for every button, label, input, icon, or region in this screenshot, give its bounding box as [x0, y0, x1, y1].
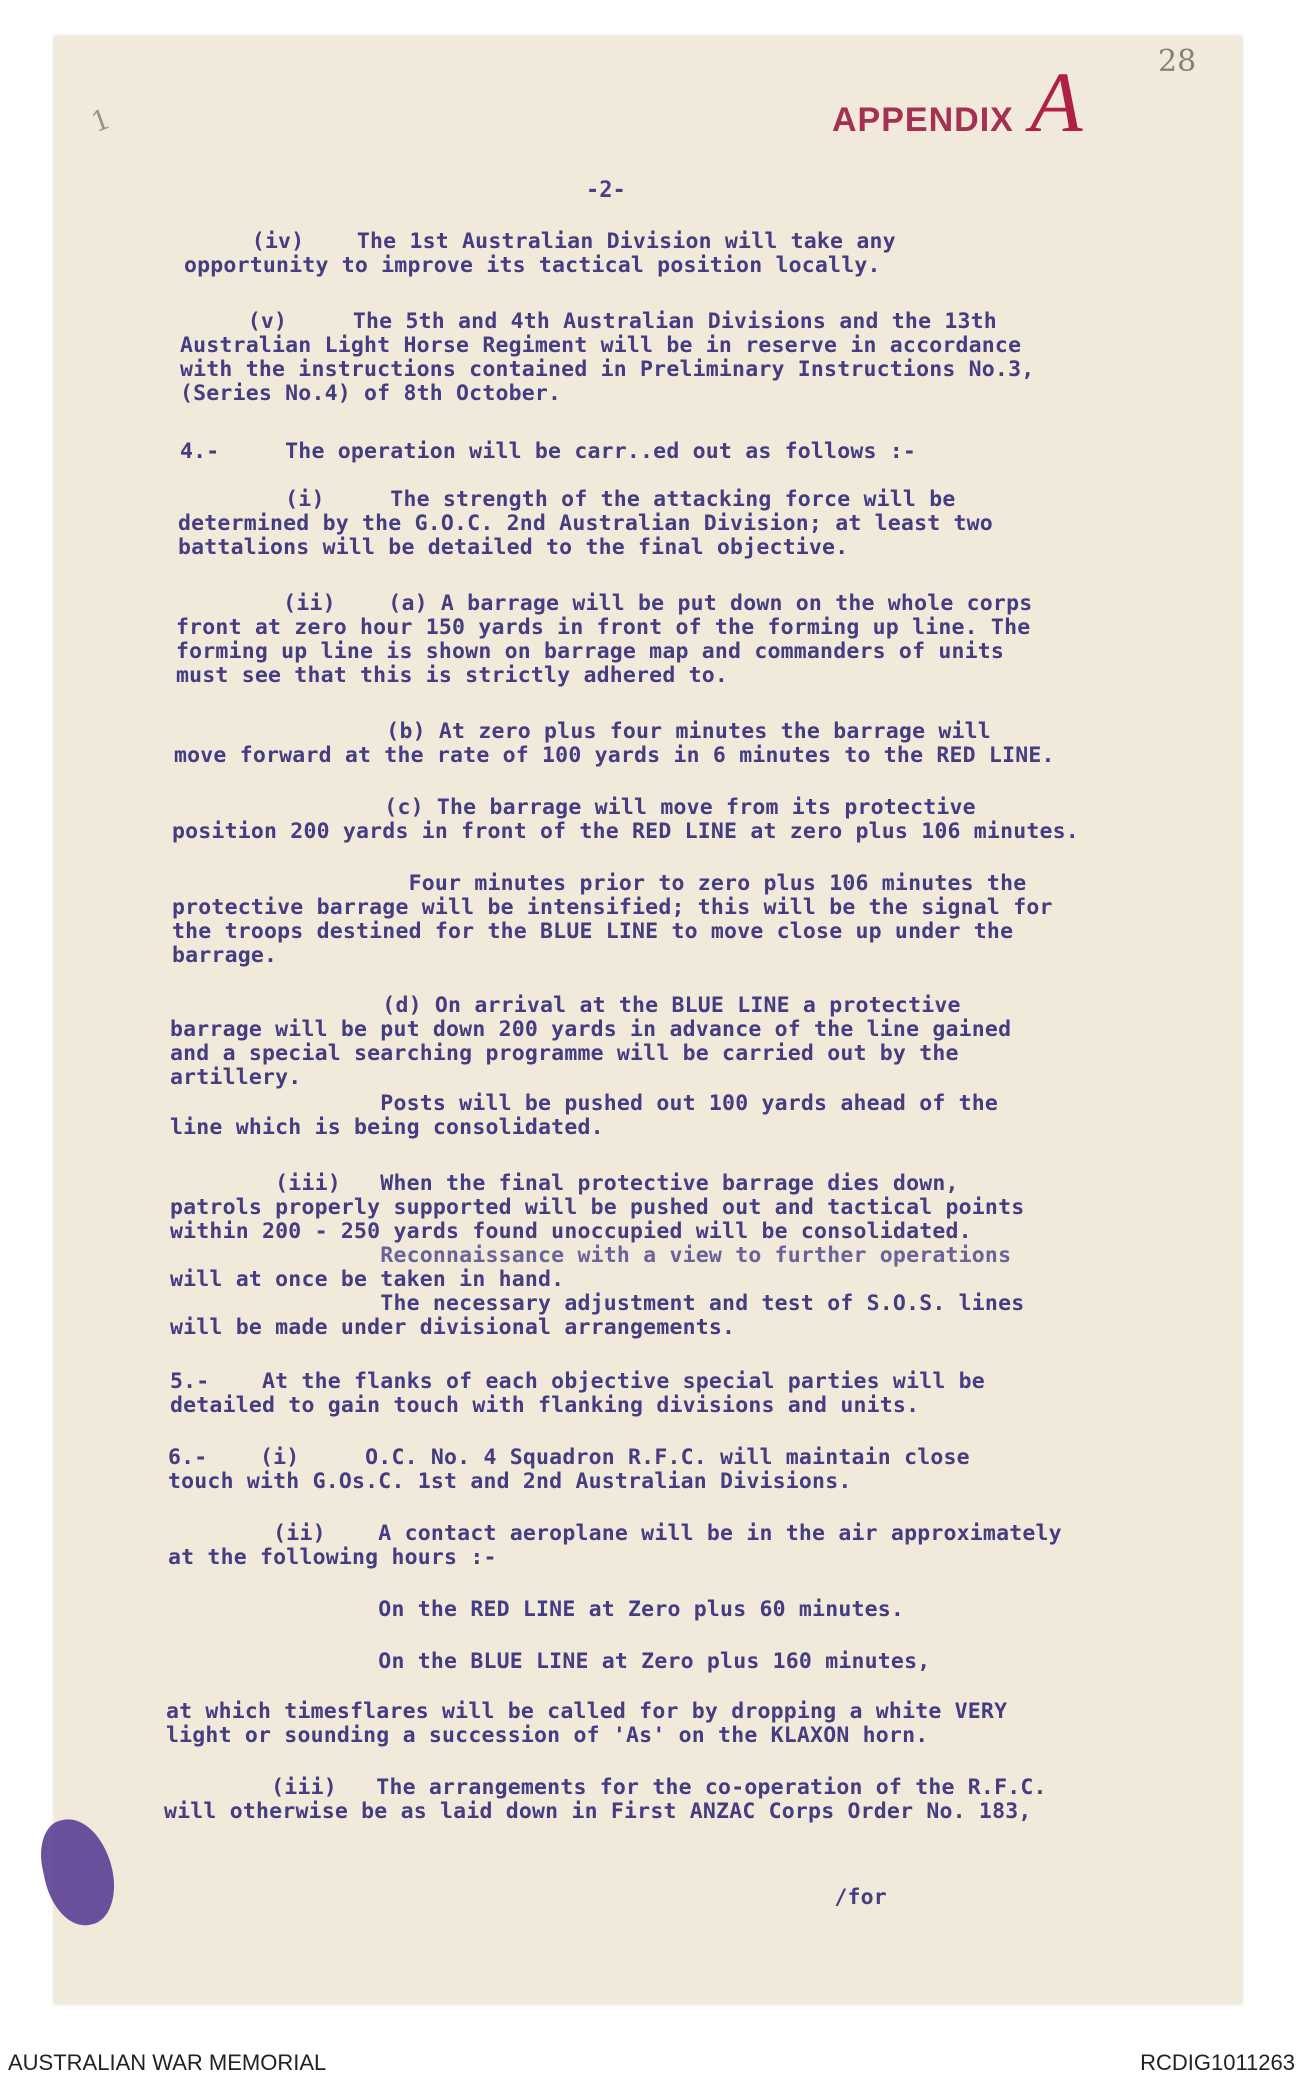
page-number: -2- — [586, 178, 626, 203]
text-line: The necessary adjustment and test of S.O.S. lines — [170, 1291, 1025, 1316]
text-line: (c) The barrage will move from its protective — [174, 795, 976, 820]
text-line: (ii) A contact aeroplane will be in the air approximately — [168, 1521, 1062, 1546]
text-line: (v) The 5th and 4th Australian Divisions and the 13th — [182, 309, 997, 334]
text-line: within 200 - 250 yards found unoccupied will be consolidated. — [170, 1219, 972, 1244]
text-line: On the BLUE LINE at Zero plus 160 minutes, — [168, 1649, 931, 1674]
text-line: the troops destined for the BLUE LINE to move close up under the — [172, 919, 1014, 944]
text-line: will at once be taken in hand. — [170, 1267, 565, 1292]
text-line: artillery. — [170, 1065, 302, 1090]
text-line: battalions will be detailed to the final objective. — [178, 535, 849, 560]
text-line: detailed to gain touch with flanking divisions and units. — [170, 1393, 920, 1418]
text-line: Reconnaissance with a view to further operations — [170, 1243, 1012, 1268]
text-line: light or sounding a succession of 'As' on the KLAXON horn. — [166, 1723, 929, 1748]
text-line: Australian Light Horse Regiment will be in reserve in accordance — [180, 333, 1022, 358]
text-line: 4.- The operation will be carr..ed out as follows :- — [180, 439, 917, 464]
text-line: barrage. — [172, 943, 278, 968]
text-line: (Series No.4) of 8th October. — [180, 381, 562, 406]
appendix-letter: A — [1030, 54, 1083, 150]
text-line: /for — [164, 1885, 887, 1910]
footer-credit: AUSTRALIAN WAR MEMORIAL — [8, 2050, 327, 2075]
text-line: (b) At zero plus four minutes the barrage will — [176, 719, 991, 744]
text-line: at which timesflares will be called for by dropping a white VERY — [166, 1699, 1008, 1724]
text-line: move forward at the rate of 100 yards in 6 minutes to the RED LINE. — [174, 743, 1055, 768]
text-line: Posts will be pushed out 100 yards ahead of the — [170, 1091, 999, 1116]
text-line: with the instructions contained in Preliminary Instructions No.3, — [180, 357, 1035, 382]
text-line: (i) The strength of the attacking force will be — [180, 487, 956, 512]
text-line: opportunity to improve its tactical position locally. — [184, 253, 881, 278]
margin-mark: 1 — [86, 101, 115, 140]
text-line: 5.- At the flanks of each objective special parties will be — [170, 1369, 985, 1394]
text-line: (d) On arrival at the BLUE LINE a protective — [172, 993, 961, 1018]
footer-reference: RCDIG1011263 — [1140, 2050, 1295, 2075]
text-line: forming up line is shown on barrage map and commanders of units — [176, 639, 1005, 664]
text-line: On the RED LINE at Zero plus 60 minutes. — [168, 1597, 905, 1622]
text-line: at the following hours :- — [168, 1545, 497, 1570]
appendix-stamp: APPENDIX — [832, 101, 1014, 139]
text-line: (iv) The 1st Australian Division will take any — [186, 229, 896, 254]
text-line: 6.- (i) O.C. No. 4 Squadron R.F.C. will maintain close — [168, 1445, 970, 1470]
text-line: position 200 yards in front of the RED LINE at zero plus 106 minutes. — [172, 819, 1079, 844]
text-line: (ii) (a) A barrage will be put down on the whole corps — [178, 591, 1033, 616]
page-corner-number: 28 — [1158, 44, 1197, 79]
text-line: will otherwise be as laid down in First ANZAC Corps Order No. 183, — [164, 1799, 1032, 1824]
text-line: touch with G.Os.C. 1st and 2nd Australian Divisions. — [168, 1469, 852, 1494]
text-line: and a special searching programme will be carried out by the — [170, 1041, 959, 1066]
text-line: (iii) When the final protective barrage dies down, — [170, 1171, 959, 1196]
text-line: will be made under divisional arrangements. — [170, 1315, 736, 1340]
text-line: patrols properly supported will be pushed out and tactical points — [170, 1195, 1025, 1220]
text-line: (iii) The arrangements for the co-operation of the R.F.C. — [166, 1775, 1047, 1800]
text-line: protective barrage will be intensified; this will be the signal for — [172, 895, 1053, 920]
text-line: barrage will be put down 200 yards in advance of the line gained — [170, 1017, 1012, 1042]
text-line: line which is being consolidated. — [170, 1115, 604, 1140]
text-line: Four minutes prior to zero plus 106 minutes the — [172, 871, 1027, 896]
text-line: determined by the G.O.C. 2nd Australian Division; at least two — [178, 511, 993, 536]
text-line: front at zero hour 150 yards in front of the forming up line. The — [176, 615, 1031, 640]
text-line: must see that this is strictly adhered to. — [176, 663, 729, 688]
